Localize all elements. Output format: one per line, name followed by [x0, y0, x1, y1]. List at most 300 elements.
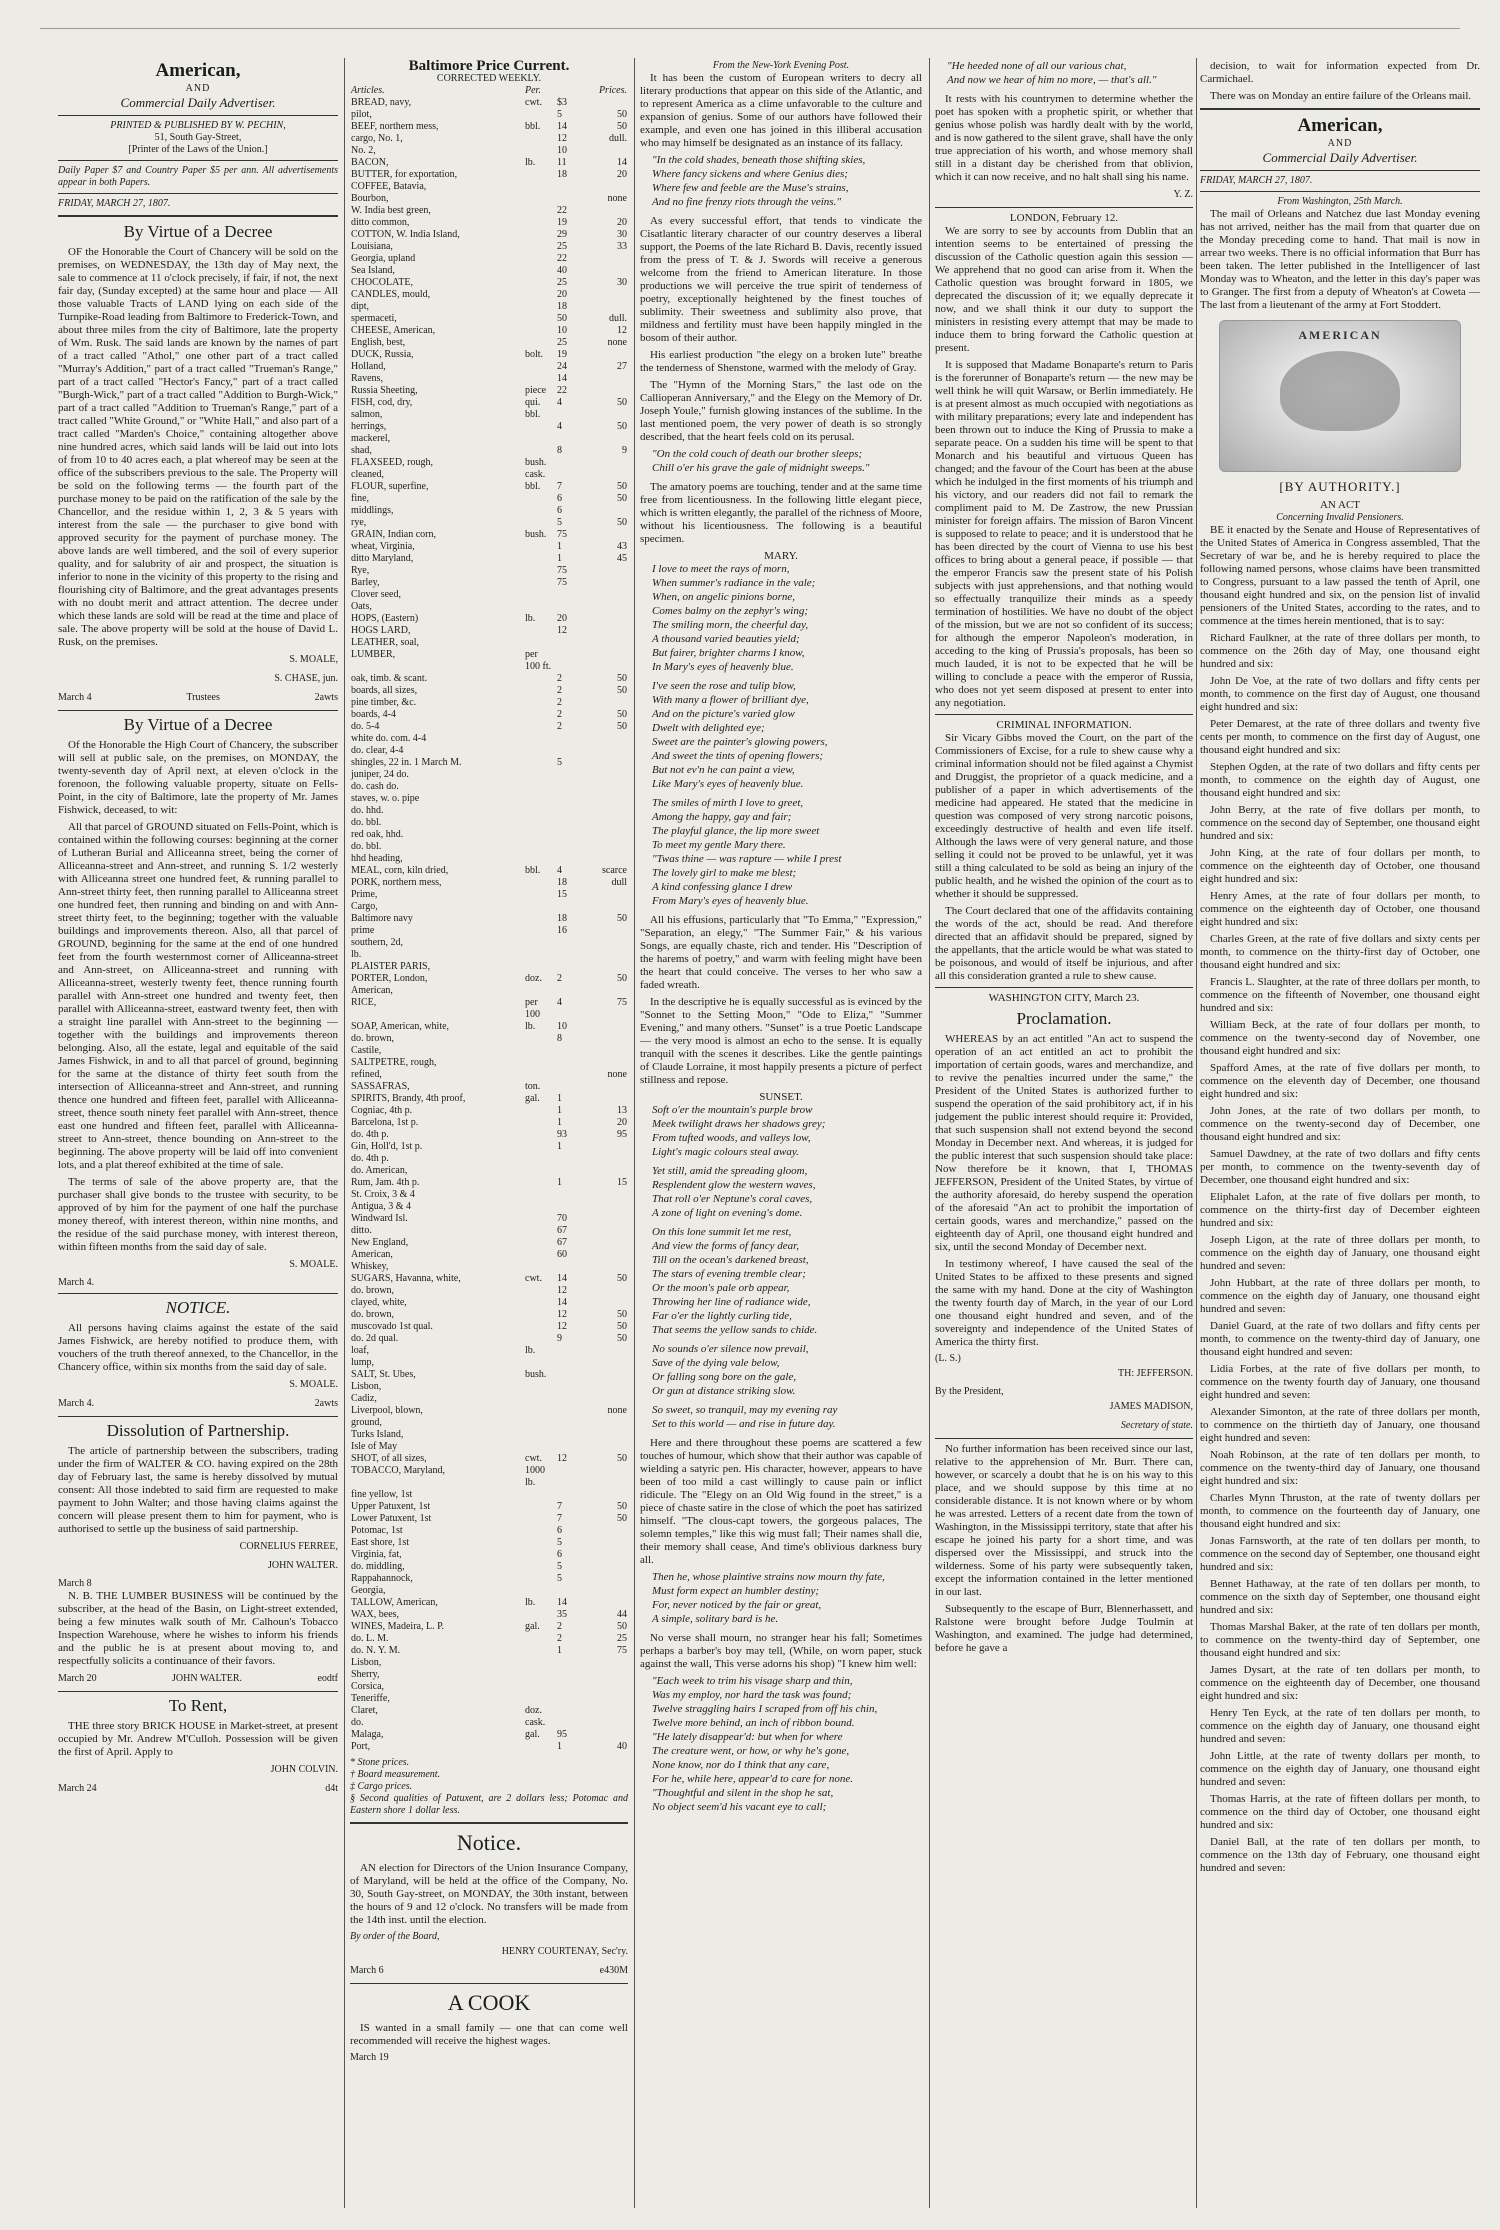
article-paragraph: As every successful effort, that tends to vindicate the Cisatlantic literary character of our country deserves a liberal support, the Poems of the late Richard B. Davis, recently issued from the press of T. & J. Swords will receive a generous welcome from the friend to American literature. In those productions we will perceive the true spirit of tenderness of poetry, exceptionally heightened by the finest touches of sublimity. Their sweetness and sublimity also prove, that mildness and fertility must have been happily mingled in the bosom of their author. [640, 215, 922, 344]
price-cell: 15 [557, 889, 567, 900]
price-cell [594, 733, 628, 745]
price-cell [524, 673, 556, 685]
price-cell: 22 [557, 205, 567, 216]
price-cell [524, 505, 556, 517]
price-cell: cwt. [525, 1273, 542, 1284]
price-cell: do. cash do. [351, 781, 399, 792]
price-cell [524, 901, 556, 913]
column-4 [935, 60, 1193, 2200]
price-cell: 10 [557, 325, 567, 336]
price-cell: Rappahannock, [351, 1573, 413, 1584]
price-cell: 1 [557, 541, 562, 552]
price-row [350, 1501, 628, 1513]
price-cell: 12 [557, 1309, 567, 1320]
price-row [350, 1189, 628, 1201]
price-cell: FLAXSEED, rough, [351, 457, 433, 468]
article-paragraph: Sir Vicary Gibbs moved the Court, on the part of the Commissioners of Excise, for a rule to shew cause why a criminal information should not be filed against a Chymist and Druggist, the proprietor of a quack medicine, and a publisher of a paper in which advertisements of the medicine had appeared. He stated that the medicine in question was composed of very strong narcotic poisons, exceedingly destructive of health and even life itself. Although the laws were of very general nature, and those selling it could not be proved to be unlawful, yet it was still a thing calculated to be sold as being an injury of the public health, and he wished the opinion of the court as to whether it should be suppressed. [935, 732, 1193, 900]
price-cell: Rye, [351, 565, 370, 576]
price-row [350, 1225, 628, 1237]
price-cell: 15 [617, 1177, 627, 1188]
verse-line: Twelve straggling hairs I scraped from off his chin, [652, 1703, 878, 1715]
price-cell [594, 1669, 628, 1681]
price-cell: Georgia, upland [351, 253, 416, 264]
price-cell: COFFEE, Batavia, [351, 181, 427, 192]
price-row [350, 289, 628, 301]
price-cell [556, 985, 594, 997]
pension-entry: Daniel Ball, at the rate of ten dollars per month, to commence on the 13th day of February, one thousand eight hundred and seven: [1200, 1836, 1480, 1874]
price-cell: 1 [557, 553, 562, 564]
quote-line: Where few and feeble are the Muse's strains, [652, 182, 849, 194]
price-cell: 50 [617, 1333, 627, 1344]
price-cell: do. middling, [351, 1561, 405, 1572]
price-row [350, 781, 628, 793]
price-cell: pilot, [351, 109, 372, 120]
price-cell [556, 1069, 594, 1081]
price-cell: Turks Island, [351, 1429, 404, 1440]
price-cell: do. 4th p. [351, 1153, 389, 1164]
price-cell [524, 1153, 556, 1165]
price-cell [594, 769, 628, 781]
authority-heading: [BY AUTHORITY.] [1279, 479, 1401, 494]
price-current-title: Baltimore Price Current. [408, 60, 570, 74]
verse-line: No sounds o'er silence now prevail, [652, 1343, 809, 1355]
price-cell: refined, [351, 1069, 382, 1080]
price-cell: 2 [557, 697, 562, 708]
ad-decree2-body2: All that parcel of GROUND situated on Fells-Point, which is contained within the following courses: beginning at the corner of Lutheran Burial and Alliceanna street, being the corner of Alliceanna-street and Ann-street, and running S. 1/2 westerly with Alliceanna street one hundred feet, & running parallel to Ann-street thirty feet, then running parallel to Alliceanna street one hundred feet, then running and binding on and with Ann-street thirty feet, to the beginning; together with the valuable buildings and improvements thereon. Also, all that parcel of GROUND, beginning for the same at the end of one hundred feet from the fourth westernmost corner of Alliceanna-street and Ann-street, on Alliceanna-street and running with Alliceanna-street, westerly twenty feet, thence running fourth parallel with Ann-street one hundred and twenty feet, then parallel with Alliceanna-street, eastward twenty feet, then with a straight line parallel with Ann-street to the beginning — together with the buildings and improvements thereon belonging. Also, all the estate, legal and equitable of the said James Fishwick, in and to all that parcel of ground, beginning for the same at the distance of thirty feet south from the intersection of Alliceanna-street and Ann-street, and running thence one hundred and fifteen feet, parallel with Alliceanna-street, thence south ninety feet parallel with Ann-street, thence east one hundred and fifteen feet, parallel with Alliceanna-street to Ann-street, thence bounding on Ann-street to the beginning. The above property will be laid off into convenient lots, and a plat thereof exhibited at the time of sale. [58, 821, 338, 1171]
price-cell [594, 1561, 628, 1573]
price-cell: RICE, [351, 997, 377, 1008]
price-row [350, 1405, 628, 1417]
price-cell: LUMBER, [351, 649, 396, 660]
price-cell [524, 1441, 556, 1453]
price-cell [594, 205, 628, 217]
price-cell: lump, [351, 1357, 375, 1368]
signature-title: Secretary of state. [1120, 1420, 1193, 1431]
price-cell: 29 [557, 229, 567, 240]
price-cell: gal. [525, 1621, 540, 1632]
price-cell [594, 1237, 628, 1249]
price-row [350, 517, 628, 529]
price-cell [524, 721, 556, 733]
verse-line: Throwing her line of radiance wide, [652, 1296, 811, 1308]
column-5 [1200, 60, 1480, 2200]
price-row [350, 637, 628, 649]
price-cell [524, 433, 556, 445]
price-cell [594, 841, 628, 853]
act-title: AN ACT [1319, 499, 1361, 511]
price-cell [524, 1069, 556, 1081]
price-cell: juniper, 24 do. [351, 769, 409, 780]
price-cell: bush. [525, 529, 547, 540]
price-cell [594, 961, 628, 973]
article-paragraph: In the descriptive he is equally successful as is evinced by the "Sonnet to the Setting Moon," "Ode to Eliza," "Summer Evening," and many others. "Sunset" is a true Poetic Landscape — the very mood is almost an echo to the sense. It is equally tranquil with the scenes it describes. Like the gentle paintings of Claude Lorraine, it most happily presents a picture of perfect stillness and repose. [640, 996, 922, 1086]
price-cell: No. 2, [351, 145, 376, 156]
verse-line: For he, while here, appear'd to care for none. [652, 1773, 854, 1785]
price-row [350, 1309, 628, 1321]
london-dateline: LONDON, February 12. [1009, 212, 1119, 224]
verse-line: A zone of light on evening's dome. [652, 1207, 803, 1219]
price-cell: 50 [617, 1621, 627, 1632]
poem-title: SUNSET. [759, 1091, 803, 1103]
masthead-title: American, [1297, 115, 1383, 136]
price-cell: middlings, [351, 505, 394, 516]
price-cell: 75 [557, 565, 567, 576]
price-row [350, 121, 628, 133]
price-cell: 6 [557, 1525, 562, 1536]
price-cell [594, 1057, 628, 1069]
price-cell: dull. [608, 133, 627, 144]
price-cell: clayed, white, [351, 1297, 407, 1308]
price-row [350, 1741, 628, 1753]
price-cell: none [607, 1069, 627, 1080]
ad-date: March 8 [58, 1578, 92, 1589]
verse-line: When summer's radiance in the vale; [652, 577, 816, 589]
price-cell [524, 1525, 556, 1537]
price-row [350, 1093, 628, 1105]
price-row [350, 901, 628, 913]
price-cell: none [607, 193, 627, 204]
price-cell: do. 2d qual. [351, 1333, 399, 1344]
price-cell [524, 625, 556, 637]
verse-line: Dwelt with delighted eye; [652, 722, 765, 734]
price-cell [594, 1597, 628, 1609]
emblem-banner: AMERICAN [1298, 328, 1382, 342]
price-cell: 14 [557, 1597, 567, 1608]
price-row [350, 1201, 628, 1213]
price-cell [556, 1681, 594, 1693]
price-cell [524, 817, 556, 829]
price-row [350, 541, 628, 553]
price-cell: Holland, [351, 361, 386, 372]
price-cell: 13 [617, 1105, 627, 1116]
price-row [350, 1633, 628, 1645]
signature: JOHN COLVIN. [270, 1764, 338, 1775]
price-cell [556, 1489, 594, 1501]
price-cell [524, 1261, 556, 1273]
price-cell: 2 [557, 1621, 562, 1632]
price-cell: 95 [557, 1729, 567, 1740]
price-cell: Barley, [351, 577, 380, 588]
signature: JOHN WALTER. [172, 1673, 243, 1684]
price-cell: 5 [557, 1573, 562, 1584]
price-cell: BUTTER, for exportation, [351, 169, 458, 180]
price-cell [556, 1057, 594, 1069]
price-cell [556, 589, 594, 601]
price-cell: GRAIN, Indian corn, [351, 529, 436, 540]
price-cell [594, 289, 628, 301]
price-cell [524, 373, 556, 385]
price-row [350, 1285, 628, 1297]
price-cell [594, 649, 628, 673]
price-cell: salmon, [351, 409, 383, 420]
price-footnote: ‡ Cargo prices. [350, 1781, 413, 1792]
price-row [350, 1057, 628, 1069]
quote-line: And now we hear of him no more, — that's all." [947, 74, 1157, 86]
price-cell: 12 [557, 133, 567, 144]
price-cell [556, 805, 594, 817]
price-cell [594, 301, 628, 313]
price-row [350, 1369, 628, 1381]
dateline: FRIDAY, MARCH 27, 1807. [58, 198, 171, 209]
price-cell: 75 [557, 577, 567, 588]
price-cell [556, 1153, 594, 1165]
price-cell: do. 4th p. [351, 1129, 389, 1140]
verse-line: From tufted woods, and valleys low, [652, 1132, 811, 1144]
price-cell: 5 [557, 1561, 562, 1572]
price-cell [524, 1213, 556, 1225]
price-cell [556, 781, 594, 793]
price-cell: 12 [557, 625, 567, 636]
price-cell [524, 1573, 556, 1585]
price-cell: per 100 ft. [525, 649, 552, 672]
price-cell [594, 1033, 628, 1045]
price-row [350, 349, 628, 361]
price-cell [524, 1501, 556, 1513]
price-cell [594, 1657, 628, 1669]
price-cell [524, 301, 556, 313]
price-cell [556, 469, 594, 481]
price-row [350, 1117, 628, 1129]
price-cell: Sherry, [351, 1669, 380, 1680]
price-cell: do. brown, [351, 1285, 395, 1296]
price-cell [556, 457, 594, 469]
verse-line: "Twas thine — was rapture — while I prest [652, 853, 842, 865]
price-cell [524, 889, 556, 901]
price-cell: Louisiana, [351, 241, 393, 252]
run-code: 2awts [314, 692, 338, 703]
price-cell: 2 [557, 685, 562, 696]
price-cell: SHOT, of all sizes, [351, 1453, 427, 1464]
price-cell: shad, [351, 445, 372, 456]
price-cell [524, 601, 556, 613]
price-cell: 2 [557, 721, 562, 732]
price-cell [524, 769, 556, 781]
pension-entry: Henry Ten Eyck, at the rate of ten dollars per month, to commence on the eighth day of January, one thousand eight hundred and seven: [1200, 1707, 1480, 1745]
price-cell: 14 [617, 157, 627, 168]
price-cell [594, 901, 628, 913]
price-cell [594, 565, 628, 577]
price-cell [594, 805, 628, 817]
article-paragraph: No verse shall mourn, no stranger hear his fall; Sometimes perhaps a barber's boy may tell, (While, on worn paper, stuck against the wall, This verse adorns his shop) "I knew him well: [640, 1632, 922, 1670]
price-cell [524, 1033, 556, 1045]
price-row [350, 1081, 628, 1093]
price-cell [524, 1585, 556, 1597]
price-cell: 4 [557, 397, 562, 408]
price-cell: do. [351, 1717, 364, 1728]
price-row [350, 1357, 628, 1369]
price-cell [594, 253, 628, 265]
verse-line: So sweet, so tranquil, may my evening ray [652, 1404, 838, 1416]
price-cell [524, 577, 556, 589]
price-cell: 45 [617, 553, 627, 564]
price-cell: PLAISTER PARIS, [351, 961, 431, 972]
price-row [350, 961, 628, 973]
price-cell [556, 409, 594, 421]
price-cell [594, 1489, 628, 1501]
price-cell [524, 1177, 556, 1189]
price-cell: 43 [617, 541, 627, 552]
price-cell: 50 [617, 517, 627, 528]
price-cell: Port, [351, 1741, 371, 1752]
price-row [350, 1729, 628, 1741]
price-cell: 25 [557, 277, 567, 288]
pension-entry: Richard Faulkner, at the rate of three dollars per month, to commence on the 26th day of May, one thousand eight hundred and six: [1200, 632, 1480, 670]
price-cell: LEATHER, soal, [351, 637, 420, 648]
signature: S. MOALE. [289, 1259, 338, 1270]
price-cell [524, 1249, 556, 1261]
price-row [350, 793, 628, 805]
price-cell: do. N. Y. M. [351, 1645, 401, 1656]
price-cell [524, 1549, 556, 1561]
price-cell [524, 217, 556, 229]
price-row [350, 481, 628, 493]
price-cell [556, 1345, 594, 1357]
price-cell [594, 1705, 628, 1717]
price-cell: cargo, No. 1, [351, 133, 403, 144]
price-row [350, 985, 628, 997]
price-cell [524, 1429, 556, 1441]
price-row [350, 1213, 628, 1225]
price-cell: ground, [351, 1417, 382, 1428]
price-cell: WAX, bees, [351, 1609, 400, 1620]
verse-line: Meek twilight draws her shadows grey; [652, 1118, 826, 1130]
price-cell [524, 1105, 556, 1117]
verse-line: Was my employ, nor hard the task was found; [652, 1689, 852, 1701]
lumber-nb-body: N. B. THE LUMBER BUSINESS will be continued by the subscriber, at the head of the Basin, on Light-street extended, being a few minutes walk south of Mr. Calhoun's Tobacco Inspection Warehouse, where he wishes to inform his friends and the public he is at present about moving to, and respectfully solicits a continuance of their favors. [58, 1590, 338, 1667]
verse-line: But fairer, brighter charms I know, [652, 647, 805, 659]
price-cell: 8 [557, 1033, 562, 1044]
price-cell [594, 625, 628, 637]
pension-entry: Thomas Harris, at the rate of fifteen dollars per month, to commence on the third day of October, one thousand eight hundred and six: [1200, 1793, 1480, 1831]
price-row [350, 1585, 628, 1597]
price-cell: 1 [557, 1741, 562, 1752]
price-cell [524, 517, 556, 529]
price-row [350, 805, 628, 817]
price-cell [524, 205, 556, 217]
price-cell [524, 1129, 556, 1141]
verse-line: Set to this world — and rise in future day. [652, 1418, 836, 1430]
price-cell: Cadiz, [351, 1393, 377, 1404]
price-cell [594, 1225, 628, 1237]
price-cell: lb. [525, 1597, 536, 1608]
price-cell: 6 [557, 505, 562, 516]
price-cell [524, 325, 556, 337]
signature: S. MOALE. [289, 1379, 338, 1390]
motto-line: [Printer of the Laws of the Union.] [128, 144, 268, 155]
signature: S. CHASE, jun. [274, 673, 338, 684]
ad-date: March 4 [58, 692, 92, 703]
pension-entry: John Jones, at the rate of two dollars per month, to commence on the twenty-second day of December, one thousand eight hundred and six: [1200, 1105, 1480, 1143]
ad-date: March 19 [350, 2052, 389, 2063]
price-cell [556, 829, 594, 841]
price-cell [594, 1585, 628, 1597]
price-cell [556, 841, 594, 853]
price-cell: 50 [617, 109, 627, 120]
price-row [350, 913, 628, 925]
signature: CORNELIUS FERREE, [239, 1541, 338, 1552]
dissolution-body: The article of partnership between the subscribers, trading under the firm of WALTER & CO. having expired on the 28th day of February last, the same is hereby dissolved by mutual consent: All those indebted to said firm are requested to make payment to John Walter; and those having claims against the concern will please present them to him for payment, who is authorised to settle up the business of said partnership. [58, 1445, 338, 1535]
price-cell: Oats, [351, 601, 372, 612]
price-cell [524, 133, 556, 145]
verse-line: Or falling song bore on the gale, [652, 1371, 797, 1383]
pension-entry: Daniel Guard, at the rate of two dollars and fifty cents per month, to commence on the twenty-third day of January, one thousand eight hundred and seven: [1200, 1320, 1480, 1358]
price-cell: 50 [617, 421, 627, 432]
price-cell: 12 [557, 1285, 567, 1296]
price-cell: 25 [617, 1633, 627, 1644]
run-code: 2awts [314, 1398, 338, 1409]
ad-date: March 20 [58, 1673, 97, 1684]
price-cell [524, 1669, 556, 1681]
notice-title: NOTICE. [165, 1298, 231, 1317]
price-cell: 7 [557, 481, 562, 492]
eagle-emblem-icon [1219, 320, 1461, 472]
price-footnote: § Second qualities of Patuxent, are 2 dollars less; Potomac and Eastern shore 1 dollar less. [350, 1793, 628, 1816]
price-cell [556, 1417, 594, 1429]
price-cell: 50 [617, 913, 627, 924]
price-cell: 33 [617, 241, 627, 252]
price-cell: 5 [557, 517, 562, 528]
price-cell: scarce [602, 865, 627, 876]
verse-line: I've seen the rose and tulip blow, [652, 680, 796, 692]
price-cell: 22 [557, 385, 567, 396]
price-cell: 25 [557, 241, 567, 252]
washington-dateline: WASHINGTON CITY, March 23. [988, 992, 1140, 1004]
price-cell: 50 [617, 973, 627, 984]
price-row [350, 613, 628, 625]
price-row [350, 1045, 628, 1057]
verse-line: Yet still, amid the spreading gloom, [652, 1165, 808, 1177]
price-cell [524, 1165, 556, 1177]
price-cell [524, 853, 556, 865]
price-cell [524, 493, 556, 505]
price-cell [524, 1237, 556, 1249]
price-row [350, 745, 628, 757]
price-cell: 1 [557, 1177, 562, 1188]
signature: JAMES MADISON, [1109, 1401, 1193, 1412]
price-cell: East shore, 1st [351, 1537, 410, 1548]
price-cell: 18 [557, 169, 567, 180]
price-cell: 50 [557, 313, 567, 324]
price-cell [594, 793, 628, 805]
verse-line: Must form expect an humbler destiny; [652, 1585, 820, 1597]
price-cell [594, 757, 628, 769]
price-cell: bolt. [525, 349, 544, 360]
rent-title: To Rent, [168, 1696, 228, 1715]
price-cell [524, 1645, 556, 1657]
price-cell: bbl. [525, 865, 541, 876]
price-cell [594, 1249, 628, 1261]
verse-line: Or the moon's pale orb appear, [652, 1282, 790, 1294]
price-cell: cwt. [525, 97, 542, 108]
price-cell: SOAP, American, white, [351, 1021, 450, 1032]
verse-line: Resplendent glow the western waves, [652, 1179, 816, 1191]
column-1 [58, 60, 338, 2200]
price-cell [556, 1165, 594, 1177]
price-cell [594, 457, 628, 469]
price-cell [524, 1045, 556, 1057]
price-cell [524, 181, 556, 193]
price-cell: staves, w. o. pipe [351, 793, 420, 804]
ad-decree2-body3: The terms of sale of the above property are, that the purchaser shall give bonds to the trustee with security, to be approved of by him for the payment of one half the purchase money thereof, with interest thereon, within nine months, and the residue of the said purchase money, with interest thereon, within fifteen months from the said day of sale. [58, 1176, 338, 1253]
price-row [350, 157, 628, 169]
column-2 [350, 60, 628, 2200]
price-row [350, 1297, 628, 1309]
price-cell [524, 745, 556, 757]
price-cell [594, 589, 628, 601]
poem-title: MARY. [764, 550, 798, 562]
price-cell [594, 1261, 628, 1273]
verse-line: The creature went, or how, or why he's gone, [652, 1745, 850, 1757]
